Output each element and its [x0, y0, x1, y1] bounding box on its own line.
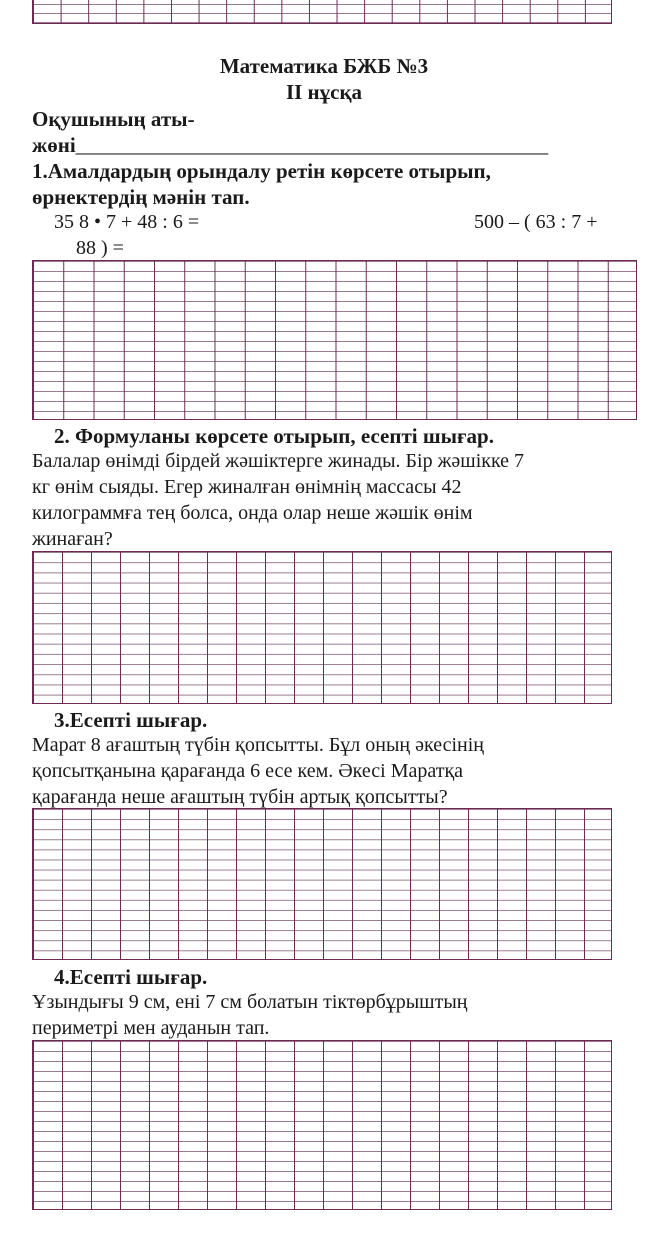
- task2-text-line2: кг өнім сыяды. Егер жиналған өнімнің массасы 42: [32, 476, 462, 498]
- task4-heading: 4.Есепті шығар.: [54, 965, 208, 989]
- student-name-row: [32, 133, 548, 158]
- task3-answer-grid[interactable]: [32, 808, 612, 960]
- student-name-blank[interactable]: _____________________________________________: [75, 133, 549, 157]
- task1-heading-cont: өрнектердің мәнін тап.: [32, 185, 250, 209]
- task1-answer-grid[interactable]: [32, 260, 637, 420]
- task4-answer-grid[interactable]: [32, 1040, 612, 1210]
- student-name-label: Оқушының аты-: [32, 107, 195, 131]
- task3-text-line2: қопсытқанына қарағанда 6 есе кем. Әкесі Маратқа: [32, 760, 464, 782]
- task2-text-line4: жинаған?: [32, 528, 113, 550]
- task3-text-line3: қарағанда неше ағаштың түбін артық қопсытты?: [32, 786, 448, 808]
- task2-text-line3: килограммға тең болса, онда олар неше жәшік өнім: [32, 502, 473, 524]
- task1-expression-right: 500 – ( 63 : 7 +: [474, 211, 598, 233]
- student-name-label-cont: жөні: [32, 133, 76, 157]
- task2-text-line1: Балалар өнімді бірдей жәшіктерге жинады. Бір жәшікке 7: [32, 450, 525, 472]
- worksheet-title: Математика БЖБ №3: [219, 54, 429, 78]
- task3-text-line1: Марат 8 ағаштың түбін қопсытты. Бұл оның әкесінің: [32, 734, 485, 756]
- answer-grid-top[interactable]: [32, 0, 612, 24]
- task4-text-line2: периметрі мен ауданын тап.: [32, 1017, 270, 1039]
- task2-heading: 2. Формуланы көрсете отырып, есепті шығар.: [54, 424, 494, 448]
- task3-heading: 3.Есепті шығар.: [54, 708, 208, 732]
- task2-answer-grid[interactable]: [32, 551, 612, 704]
- worksheet-variant: II нұсқа: [285, 80, 363, 104]
- task4-text-line1: Ұзындығы 9 см, ені 7 см болатын тіктөрбұрыштың: [32, 991, 468, 1013]
- task1-heading: 1.Амалдардың орындалу ретін көрсете отырып,: [32, 159, 491, 183]
- task1-expression-left: 35 8 • 7 + 48 : 6 =: [54, 211, 200, 233]
- task1-expression-right-cont: 88 ) =: [76, 237, 124, 259]
